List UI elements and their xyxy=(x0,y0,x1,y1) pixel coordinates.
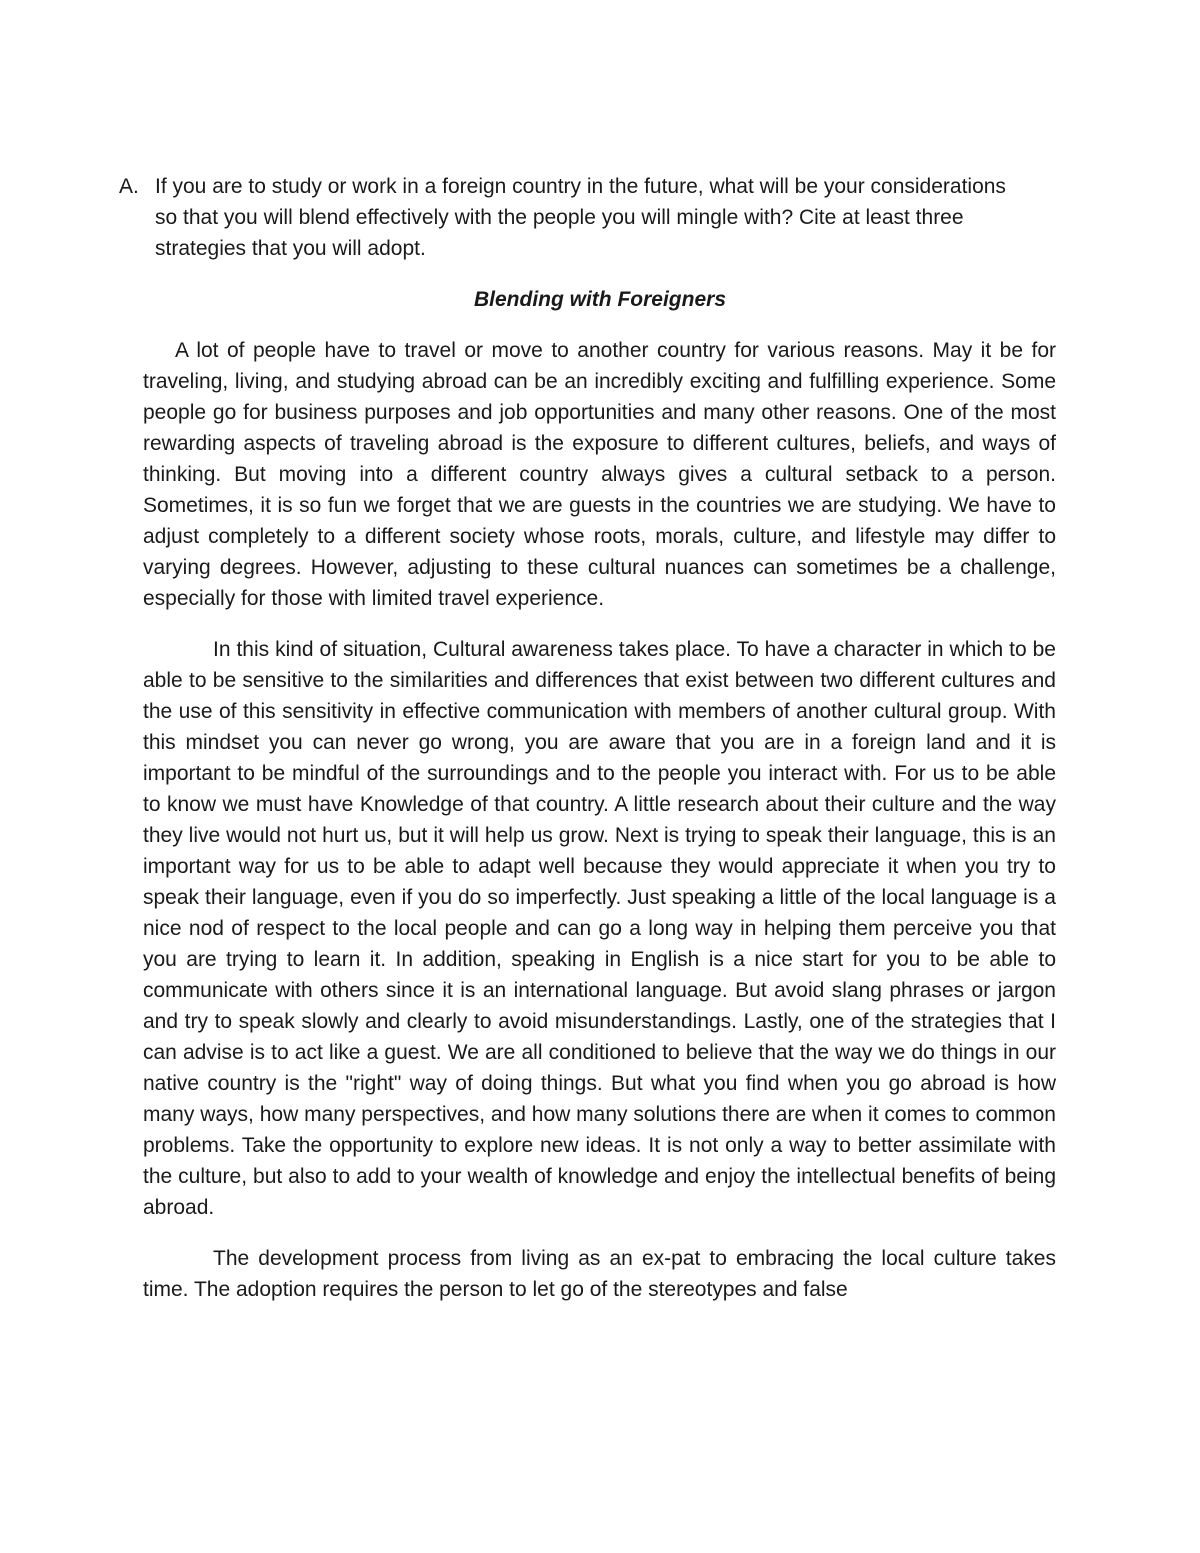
essay-paragraph-1: A lot of people have to travel or move to another country for various reasons. May it be for traveling, living, and studying abroad can be an incredibly exciting and fulfilling experience. Some people go for business purposes and job opportunities and many other reasons. One of the most rewarding aspects of traveling abroad is the exposure to different cultures, beliefs, and ways of thinking. But moving into a different country always gives a cultural setback to a person. Sometimes, it is so fun we forget that we are guests in the countries we are studying. We have to adjust completely to a different society whose roots, morals, culture, and lifestyle may differ to varying degrees. However, adjusting to these cultural nuances can sometimes be a challenge, especially for those with limited travel experience. xyxy=(143,339,1056,610)
essay-paragraph-2: In this kind of situation, Cultural awareness takes place. To have a character in which to be able to be sensitive to the similarities and differences that exist between two different cultures and the use of this sensitivity in effective communication with members of another cultural group. With this mindset you can never go wrong, you are aware that you are in a foreign land and it is important to be mindful of the surroundings and to the people you interact with. For us to be able to know we must have Knowledge of that country. A little research about their culture and the way they live would not hurt us, but it will help us grow. Next is trying to speak their language, this is an important way for us to be able to adapt well because they would appreciate it when you try to speak their language, even if you do so imperfectly. Just speaking a little of the local language is a nice nod of respect to the local people and can go a long way in helping them perceive you that you are trying to learn it. In addition, speaking in English is a nice start for you to be able to communicate with others since it is an international language. But avoid slang phrases or jargon and try to speak slowly and clearly to avoid misunderstandings. Lastly, one of the strategies that I can advise is to act like a guest. We are all conditioned to believe that the way we do things in our native country is the "right" way of doing things. But what you find when you go abroad is how many ways, how many perspectives, and how many solutions there are when it comes to common problems. Take the opportunity to explore new ideas. It is not only a way to better assimilate with the culture, but also to add to your wealth of knowledge and enjoy the intellectual benefits of being abroad. xyxy=(143,638,1056,1219)
essay-body xyxy=(143,335,1056,1325)
question-marker: A. xyxy=(119,175,139,198)
essay-title: Blending with Foreigners xyxy=(473,288,726,311)
question-text: If you are to study or work in a foreign country in the future, what will be your considerations so that you will blend effectively with the people you will mingle with? Cite at least three strategies that you will adopt. xyxy=(155,175,1006,260)
essay-paragraph-3: The development process from living as an ex-pat to embracing the local culture takes time. The adoption requires the person to let go of the stereotypes and false xyxy=(143,1247,1056,1301)
question-item xyxy=(119,171,1019,264)
